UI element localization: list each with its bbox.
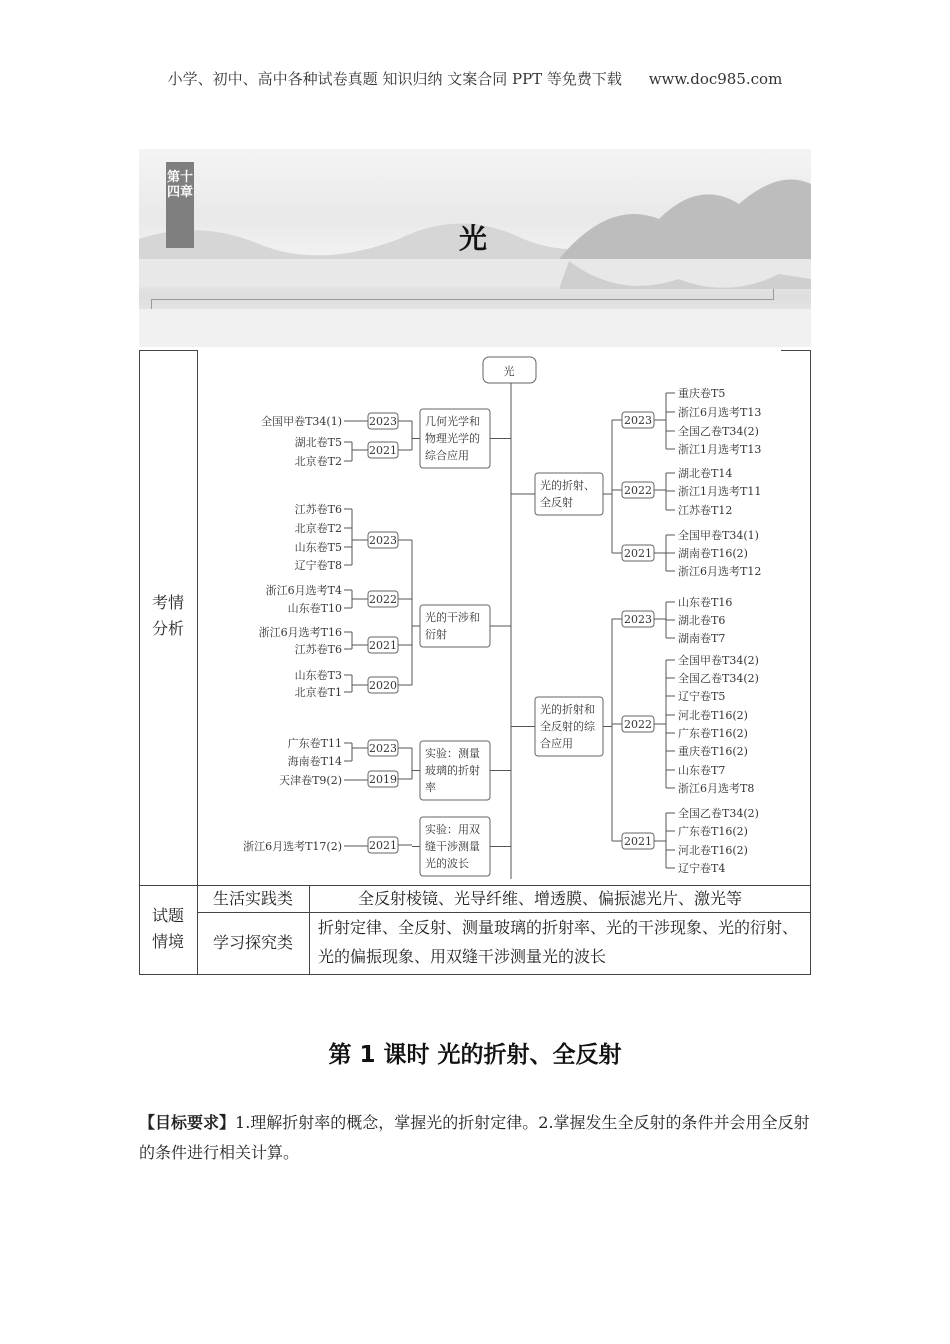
section-title: 第 1 课时 光的折射、全反射: [328, 1042, 622, 1068]
topic-label: 实验：测量: [425, 747, 480, 760]
goals-text: 1.理解折射率的概念，掌握光的折射定律。2.掌握发生全反射的条件并会用全反射的条件进行相关计算。: [139, 1113, 810, 1162]
year-label: 2021: [369, 639, 397, 652]
exam-item: 江苏卷T12: [678, 504, 733, 517]
chapter-banner: [139, 149, 811, 347]
year-label: 2023: [624, 613, 652, 626]
situation-category: 生活实践类: [212, 889, 293, 908]
topic-label: 缝干涉测量: [425, 840, 480, 853]
exam-item: 山东卷T3: [294, 669, 342, 682]
topic-label: 全反射: [540, 496, 573, 509]
topic-label: 实验：用双: [425, 823, 480, 836]
situation-content: 全反射棱镜、光导纤维、增透膜、偏振滤光片、激光等: [358, 889, 743, 908]
topic-label: 几何光学和: [425, 415, 480, 428]
exam-item: 湖南卷T7: [678, 632, 726, 645]
topic-label: 综合应用: [425, 449, 469, 462]
chapter-title: 光: [459, 222, 488, 255]
exam-item: 全国乙卷T34(2): [678, 672, 759, 685]
exam-item: 河北卷T16(2): [678, 844, 748, 857]
header-text: 小学、初中、高中各种试卷真题 知识归纳 文案合同 PPT 等免费下载: [167, 70, 622, 88]
exam-item: 湖南卷T16(2): [678, 547, 748, 560]
exam-item: 全国乙卷T34(2): [678, 425, 759, 438]
year-label: 2020: [369, 679, 397, 692]
exam-item: 天津卷T9(2): [279, 774, 342, 787]
exam-item: 湖北卷T14: [678, 467, 733, 480]
exam-item: 河北卷T16(2): [678, 709, 748, 722]
year-label: 2021: [624, 835, 652, 848]
year-label: 2023: [369, 415, 397, 428]
exam-item: 北京卷T1: [294, 686, 342, 699]
exam-item: 北京卷T2: [294, 522, 342, 535]
year-label: 2023: [369, 742, 397, 755]
exam-item: 浙江6月选考T8: [678, 782, 755, 795]
exam-item: 山东卷T16: [678, 596, 733, 609]
row-label-situation: 试题情境: [151, 906, 184, 951]
exam-item: 浙江1月选考T11: [678, 485, 762, 498]
exam-item: 全国甲卷T34(2): [678, 654, 759, 667]
exam-item: 重庆卷T16(2): [678, 745, 748, 758]
exam-item: 广东卷T16(2): [678, 825, 748, 838]
exam-item: 辽宁卷T8: [294, 559, 342, 572]
exam-item: 重庆卷T5: [678, 387, 726, 400]
exam-item: 浙江6月选考T12: [678, 565, 762, 578]
page-header: [0, 68, 950, 89]
exam-item: 广东卷T16(2): [678, 727, 748, 740]
exam-item: 浙江6月选考T16: [258, 626, 342, 639]
exam-item: 浙江6月选考T4: [265, 584, 342, 597]
knowledge-mindmap: [200, 351, 808, 884]
divider: [151, 299, 774, 300]
exam-item: 广东卷T11: [287, 737, 342, 750]
exam-item: 辽宁卷T4: [678, 862, 726, 875]
exam-item: 山东卷T10: [287, 602, 342, 615]
year-label: 2022: [624, 484, 652, 497]
goals-tag: 【目标要求】: [139, 1113, 236, 1132]
exam-item: 浙江6月选考T17(2): [243, 840, 342, 853]
learning-goals: [139, 1108, 811, 1168]
exam-item: 浙江1月选考T13: [678, 443, 762, 456]
exam-item: 海南卷T14: [287, 755, 342, 768]
exam-item: 江苏卷T6: [294, 643, 342, 656]
root-node: 光: [503, 365, 515, 378]
divider: [773, 289, 774, 299]
exam-item: 全国甲卷T34(1): [678, 529, 759, 542]
topic-label: 光的波长: [425, 857, 469, 870]
divider: [197, 350, 198, 974]
topic-label: 光的干涉和: [425, 611, 480, 624]
topic-label: 率: [425, 781, 436, 794]
year-label: 2021: [369, 444, 397, 457]
topic-label: 光的折射和: [540, 703, 595, 716]
row-label-analysis: 考情分析: [151, 593, 184, 638]
header-url[interactable]: www.doc985.com: [648, 70, 783, 88]
exam-item: 山东卷T7: [678, 764, 726, 777]
year-label: 2021: [369, 839, 397, 852]
divider: [151, 299, 152, 309]
exam-item: 江苏卷T6: [294, 503, 342, 516]
year-label: 2023: [369, 534, 397, 547]
topic-label: 全反射的综: [540, 720, 595, 733]
exam-item: 全国甲卷T34(1): [261, 415, 342, 428]
topic-label: 玻璃的折射: [425, 764, 480, 777]
chapter-label: 第十四章: [166, 162, 194, 248]
divider: [309, 885, 310, 974]
exam-item: 辽宁卷T5: [678, 690, 726, 703]
topic-label: 衍射: [425, 628, 447, 641]
exam-item: 湖北卷T6: [678, 614, 726, 627]
exam-item: 湖北卷T5: [294, 436, 342, 449]
topic-label: 光的折射、: [540, 479, 595, 492]
situation-content: 折射定律、全反射、测量玻璃的折射率、光的干涉现象、光的衍射、光的偏振现象、用双缝干涉测量光的波长: [318, 918, 799, 966]
year-label: 2022: [369, 593, 397, 606]
exam-item: 浙江6月选考T13: [678, 406, 762, 419]
exam-item: 山东卷T5: [294, 541, 342, 554]
situation-category: 学习探究类: [212, 933, 293, 952]
year-label: 2019: [369, 773, 397, 786]
divider: [139, 350, 197, 351]
topic-label: 合应用: [540, 737, 573, 750]
exam-item: 北京卷T2: [294, 455, 342, 468]
year-label: 2023: [624, 414, 652, 427]
topic-label: 物理光学的: [425, 432, 480, 445]
year-label: 2021: [624, 547, 652, 560]
year-label: 2022: [624, 718, 652, 731]
exam-item: 全国乙卷T34(2): [678, 807, 759, 820]
